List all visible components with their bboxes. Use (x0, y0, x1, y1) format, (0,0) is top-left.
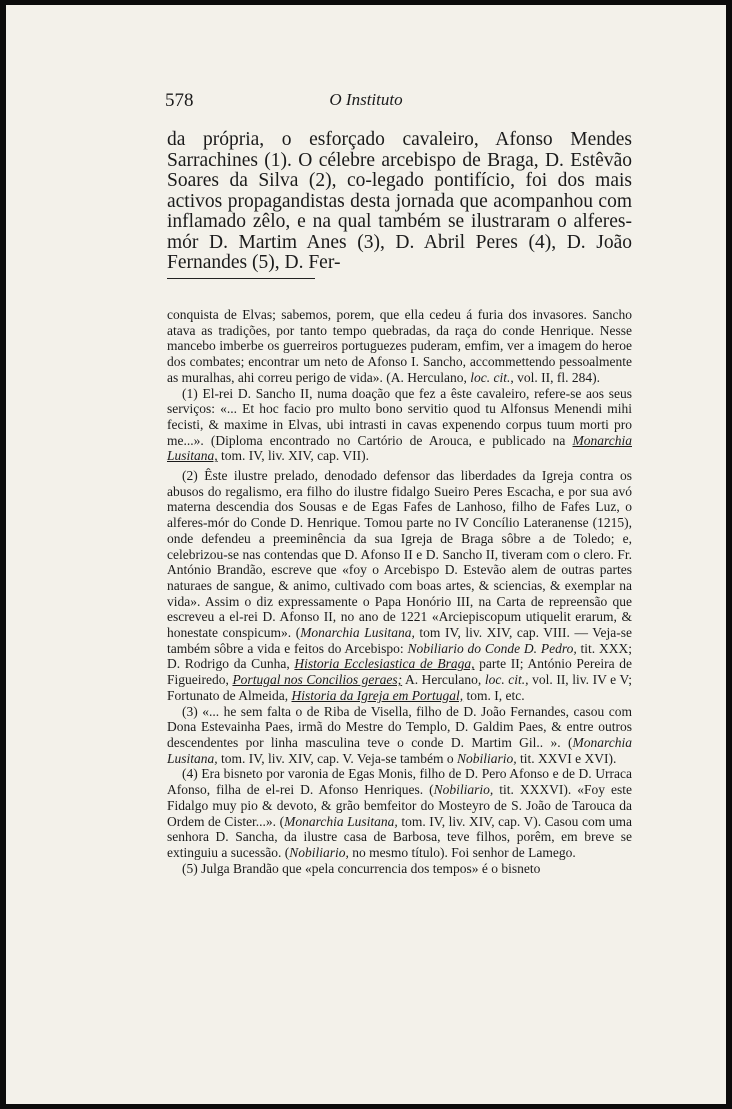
footnote-text: (2) Êste ilustre prelado, denodado defensor das liberdades da Igreja contra os abusos do regalismo, era filho do ilustre fidalgo Sueiro Peres Escacha, e por sua avó materna descendia dos Sousas e de Egas Fafes de Lanhoso, filho de Fafes Luz, o alferes-mór do Conde D. Henrique. Tomou parte no IV Concílio Lateranense (1215), onde defendeu a preeminência da sua Igreja de Braga sôbre a de Toledo; e, celebrizou-se nas contendas que D. Afonso II e D. Sancho II, tiveram com o clero. Fr. António Brandão, escreve que «foy o Arcebispo D. Estevão alem de outras partes naturaes de sangue, & animo, cultivado com boas artes, & sciencias, & exemplar na vida». Assim o diz expressamente o Papa Honório III, na Carta de repreensão que escreveu a el-rei D. Afonso II, no ano de 1221 «Arciepiscopum utiquelit erarum, & honestate conspicum». ( (167, 468, 632, 641)
footnote-text: tit. XXX; D. Rodrigo da Cunha, (167, 640, 632, 672)
footnote-text: (5) Julga Brandão que «pela concurrencia dos tempos» é o bisneto (182, 860, 541, 876)
footnote-text: vol. II, liv. IV e V; Fortunato de Almeida, (167, 672, 632, 703)
footnote-text: tit. XXXVI). «Foy este Fidalgo muy pio & devoto, & grão bemfeitor do Mosteyro de S. João de Tarouca da Ordem de Cister...». ( (167, 782, 632, 829)
footnote-text: A. Herculano, (402, 672, 485, 688)
footnote-citation: loc. cit. (470, 369, 511, 385)
footnote-text: tit. XXVI e XVI). (516, 750, 617, 766)
footnote-text: (4) Era bisneto por varonia de Egas Monis, filho de D. Pero Afonso e de D. Urraca Afonso, filha de el-rei D. Afonso Henriques. ( (167, 766, 632, 798)
footnote-4 (167, 766, 632, 860)
footnote-citation: Nobiliario, (433, 782, 494, 798)
footnote-citation: Monarchia Lusitana, (167, 432, 632, 464)
footnote-citation: Nobiliario, (289, 844, 349, 860)
page (6, 5, 726, 1104)
footnote-text: tom IV, liv. XIV, cap. VIII. — Veja-se também sôbre a vida e feitos do Arcebispo: (167, 625, 632, 656)
main-text-block (167, 130, 632, 274)
page-header (6, 90, 726, 120)
footnote-text: tom. IV, liv. XIV, cap. VII). (217, 448, 370, 464)
footnotes (167, 307, 632, 876)
footnote-text: (1) El-rei D. Sancho II, numa doação que fez a êste cavaleiro, refere-se aos seus serviços: «... Et hoc facio pro multo bono servitio quod tu Alfonsus Menendi mihi fecisti, & maxime in Elvas, ubi intrasti in cavas expenendo corpus tuum morti pro me...». (Diploma encontrado no Cartório de Arouca, e publicado na (167, 385, 632, 448)
footnote-1 (167, 386, 632, 465)
footnote-text: no mesmo título). Foi senhor de Lamego. (348, 844, 576, 860)
footnote-citation: loc. cit., (484, 672, 529, 688)
footnote-citation: Monarchia Lusitana, (167, 734, 632, 766)
footnote-text: tom. I, etc. (463, 687, 525, 703)
footnote-continuation (167, 307, 632, 386)
footnote-text: parte II; António Pereira de Figueiredo, (167, 656, 632, 688)
page-number: 578 (165, 90, 194, 111)
running-title: O Instituto (329, 90, 403, 109)
footnote-3 (167, 704, 632, 767)
footnote-citation: Monarchia Lusitana, (300, 625, 415, 641)
footnote-citation: Nobiliario do Conde D. Pedro, (407, 640, 577, 656)
footnote-2 (167, 468, 632, 704)
footnote-rule (167, 278, 315, 279)
main-paragraph: da própria, o esforçado cavaleiro, Afonso Mendes Sarrachines (1). O célebre arcebispo de Braga, D. Estêvão Soares da Silva (2), co-legado pontifício, foi dos mais activos propagandistas desta jornada que acompanhou com inflamado zêlo, e na qual também se ilustraram o alferes-mór D. Martim Anes (3), D. Abril Peres (4), D. João Fernandes (5), D. Fer- (167, 129, 632, 273)
footnote-citation: Nobiliario, (457, 750, 517, 766)
footnote-text: , vol. II, fl. 284). (510, 369, 600, 385)
footnote-citation: Portugal nos Concilios geraes; (232, 672, 403, 688)
footnote-text: tom. IV, liv. XIV, cap. V). Casou com uma senhora D. Sancha, da ilustre casa de Barbosa, teve filhos, porêm, em breve se extinguiu a sucessão. ( (167, 813, 632, 860)
footnote-citation: Historia Ecclesiastica de Braga, (294, 656, 475, 672)
footnote-5 (167, 861, 632, 877)
footnote-text: (3) «... he sem falta o de Riba de Visella, filho de D. João Fernandes, casou com Dona Estevainha Paes, irmã do Mestre do Templo, D. Galdim Paes, & entre outros descendentes por linha masculina teve o conde D. Martim Gil.. ». ( (167, 703, 632, 750)
footnote-text: tom. IV, liv. XIV, cap. V. Veja-se também o (217, 750, 457, 766)
footnote-citation: Monarchia Lusitana, (284, 813, 398, 829)
footnote-text: conquista de Elvas; sabemos, porem, que ella cedeu á furia dos invasores. Sancho atava as tradições, por tanto tempo quebradas, da raça do conde Henrique. Nesse mancebo imberbe os guerreiros portuguezes puderam, emfim, ver a imagem do heroe dos combates; encontrar um neto de Afonso I. Sancho, accommettendo pessoalmente as muralhas, ahi correu perigo de vida». (A. Herculano, (167, 307, 632, 385)
footnote-citation: Historia da Igreja em Portugal, (291, 687, 464, 703)
